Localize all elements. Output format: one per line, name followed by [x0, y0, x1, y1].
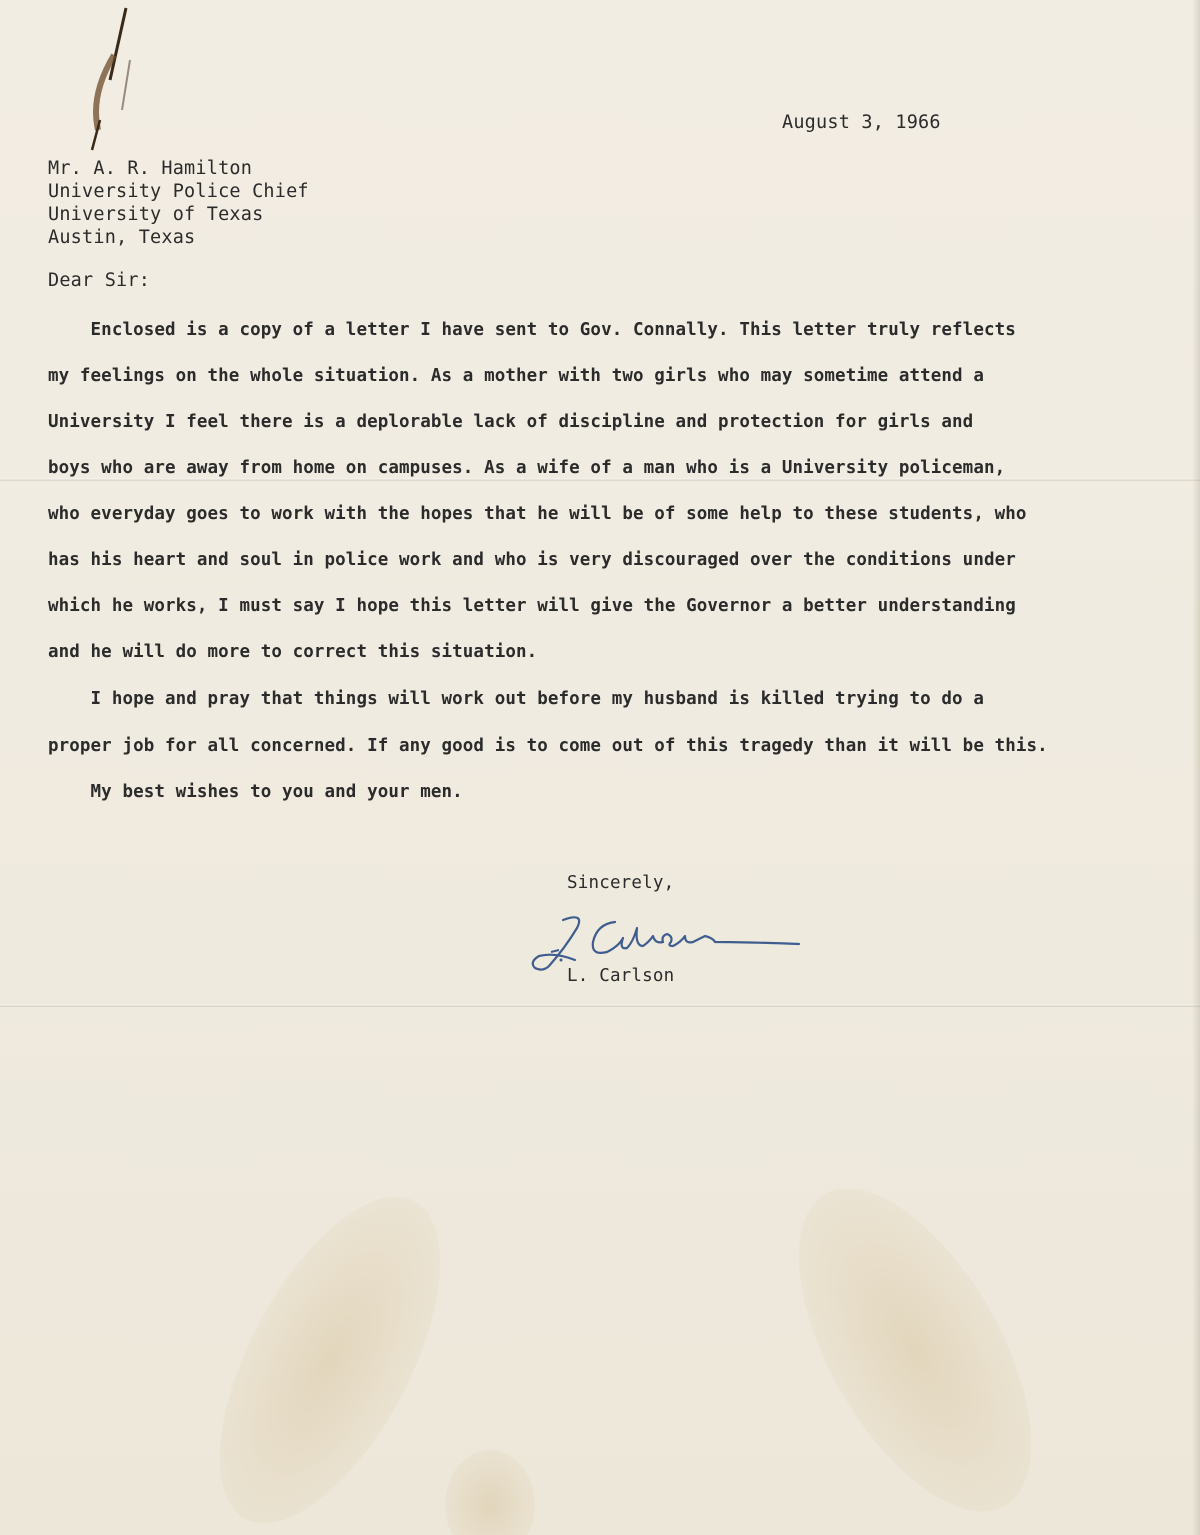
body-line: has his heart and soul in police work and who is very discouraged over the conditions under — [48, 550, 1016, 570]
recipient-title: University Police Chief — [48, 181, 309, 202]
body-line: My best wishes to you and your men. — [48, 782, 463, 802]
body-line: I hope and pray that things will work out before my husband is killed trying to do a — [48, 689, 984, 709]
water-stain — [445, 1450, 535, 1535]
paper-fold-line — [0, 1004, 1200, 1007]
body-line: which he works, I must say I hope this letter will give the Governor a better understanding — [48, 596, 1016, 616]
body-line: and he will do more to correct this situation. — [48, 642, 538, 662]
page-edge — [1192, 0, 1200, 1535]
body-line: Enclosed is a copy of a letter I have sent to Gov. Connally. This letter truly reflects — [48, 320, 1016, 340]
recipient-name: Mr. A. R. Hamilton — [48, 158, 253, 179]
body-line: my feelings on the whole situation. As a mother with two girls who may sometime attend a — [48, 366, 984, 386]
letter-date: August 3, 1966 — [782, 112, 941, 133]
staple-rust-mark — [70, 0, 150, 160]
closing: Sincerely, — [567, 873, 675, 893]
sender-name: L. Carlson — [567, 966, 675, 986]
water-stain — [175, 1164, 485, 1535]
body-line: proper job for all concerned. If any good is to come out of this tragedy than it will be this. — [48, 736, 1048, 756]
recipient-city: Austin, Texas — [48, 227, 196, 248]
body-line: boys who are away from home on campuses. As a wife of a man who is a University policeman, — [48, 458, 1006, 478]
salutation: Dear Sir: — [48, 270, 151, 291]
body-line: University I feel there is a deplorable lack of discipline and protection for girls and — [48, 412, 974, 432]
recipient-institution: University of Texas — [48, 204, 264, 225]
water-stain — [751, 1152, 1078, 1535]
body-line: who everyday goes to work with the hopes that he will be of some help to these students, who — [48, 504, 1027, 524]
paper-fold-line — [0, 478, 1200, 481]
